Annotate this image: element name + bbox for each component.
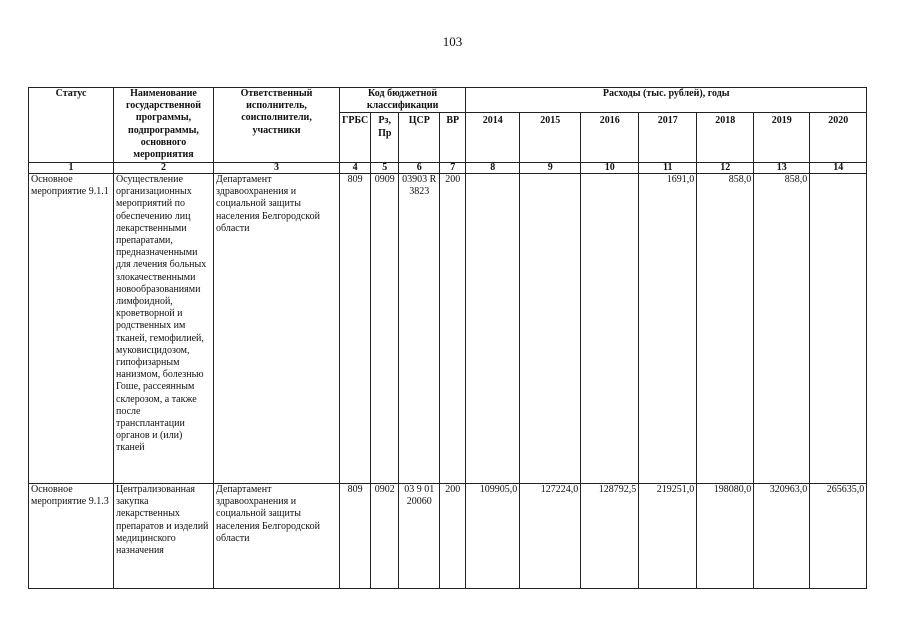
row-value: 265635,0 — [810, 484, 867, 589]
row-csr: 03 9 01 20060 — [399, 484, 440, 589]
header-status: Статус — [29, 88, 114, 163]
column-number: 8 — [466, 163, 520, 174]
header-year: 2020 — [810, 113, 867, 163]
row-value: 109905,0 — [466, 484, 520, 589]
row-status: Основное мероприятие 9.1.3 — [29, 484, 114, 589]
row-grbs: 809 — [340, 484, 371, 589]
header-year: 2017 — [639, 113, 697, 163]
row-status: Основное мероприятие 9.1.1 — [29, 174, 114, 484]
column-number: 2 — [114, 163, 214, 174]
row-grbs: 809 — [340, 174, 371, 484]
row-name: Централизованная закупка лекарственных препаратов и изделий медицинского назначения — [114, 484, 214, 589]
column-number: 1 — [29, 163, 114, 174]
row-value: 858,0 — [697, 174, 754, 484]
row-value — [520, 174, 581, 484]
header-csr: ЦСР — [399, 113, 440, 163]
column-number: 10 — [581, 163, 639, 174]
row-value: 1691,0 — [639, 174, 697, 484]
row-value: 219251,0 — [639, 484, 697, 589]
column-number: 14 — [810, 163, 867, 174]
column-number: 4 — [340, 163, 371, 174]
column-number: 3 — [214, 163, 340, 174]
column-number: 6 — [399, 163, 440, 174]
header-year: 2014 — [466, 113, 520, 163]
column-number: 12 — [697, 163, 754, 174]
row-responsible: Департамент здравоохранения и социальной защиты населения Белгородской области — [214, 174, 340, 484]
page-number: 103 — [442, 34, 463, 49]
header-expenses: Расходы (тыс. рублей), годы — [466, 88, 867, 113]
column-number: 7 — [440, 163, 466, 174]
row-value — [810, 174, 867, 484]
header-budget-code: Код бюджетной классификации — [340, 88, 466, 113]
header-grbs: ГРБС — [340, 113, 371, 163]
row-value — [581, 174, 639, 484]
column-number: 9 — [520, 163, 581, 174]
header-responsible: Ответственный исполнитель, соисполнители, участники — [214, 88, 340, 163]
header-row — [29, 88, 867, 113]
header-year: 2019 — [754, 113, 810, 163]
column-number-row — [29, 163, 867, 174]
row-value: 858,0 — [754, 174, 810, 484]
row-csr: 03903 R 3823 — [399, 174, 440, 484]
header-vr: ВР — [440, 113, 466, 163]
row-vr: 200 — [440, 484, 466, 589]
header-program-name: Наименование государственной программы, подпрограммы, основного мероприятия — [114, 88, 214, 163]
header-rz-pr: Рз, Пр — [371, 113, 399, 163]
row-value: 128792,5 — [581, 484, 639, 589]
row-value — [466, 174, 520, 484]
header-year: 2018 — [697, 113, 754, 163]
header-year: 2015 — [520, 113, 581, 163]
row-name: Осуществление организационных мероприятий по обеспечению лиц лекарственными препаратами, предназначенными для лечения больных злокачественными новообразованиями лимфоидной, кроветворной и родственных им тканей, гемофилией, муковисцидозом, гипофизарным нанизмом, болезнью Гоше, рассеянным склерозом, а также после трансплантации органов и (или) тканей — [114, 174, 214, 484]
column-number: 5 — [371, 163, 399, 174]
table-row — [29, 174, 867, 484]
row-responsible: Департамент здравоохранения и социальной защиты населения Белгородской области — [214, 484, 340, 589]
row-value: 127224,0 — [520, 484, 581, 589]
row-value: 198080,0 — [697, 484, 754, 589]
row-vr: 200 — [440, 174, 466, 484]
row-rz-pr: 0902 — [371, 484, 399, 589]
budget-table — [28, 87, 867, 589]
column-number: 13 — [754, 163, 810, 174]
header-year: 2016 — [581, 113, 639, 163]
column-number: 11 — [639, 163, 697, 174]
row-rz-pr: 0909 — [371, 174, 399, 484]
table-row — [29, 484, 867, 589]
row-value: 320963,0 — [754, 484, 810, 589]
